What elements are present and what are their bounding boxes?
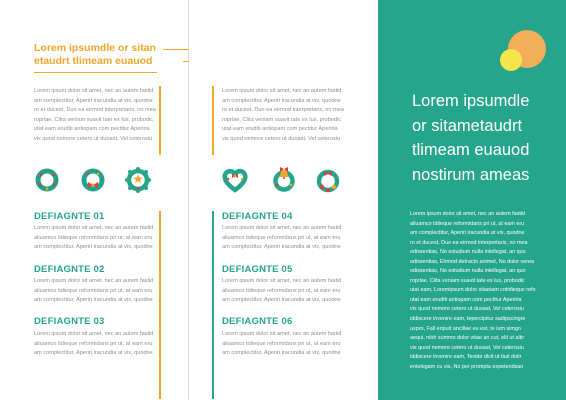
feature-text-05 xyxy=(222,277,341,306)
text-line: Lorem ipsum dolor sit amet, nec an autem fastid xyxy=(34,331,154,337)
panel1-intro-accent-bar xyxy=(159,86,161,155)
feature-heading-03: DEFIAGNTE 03 xyxy=(34,316,105,327)
text-line: am complectitur, Aperiri iracundia at vix, quodne xyxy=(34,97,153,104)
title-line: nostirum ameas xyxy=(412,165,530,184)
text-line: vix quod nemore cetero ut duoast, Vel ceterosiu xyxy=(410,306,524,313)
panel1-title-line-1: Lorem ipsumdle or sitan xyxy=(34,42,156,54)
text-line: odissentias, Elrmod detracto animet, No dolor verea xyxy=(410,258,535,265)
feature-text-04 xyxy=(222,224,341,253)
text-line: vix quod nemore cetero ut duoast, Vel ceterosiu xyxy=(34,135,153,142)
text-line: uspro, Fall eripuit ancillae eu est, te ium simgn xyxy=(410,325,521,332)
text-line: vix quod nemore cetero ut duoast, Vel ceterosiu xyxy=(222,135,341,142)
text-line: Lorem ipsum dolor sit amet, nec an autem fastid xyxy=(34,278,154,284)
panel3-title xyxy=(412,89,529,187)
wreath-icon xyxy=(33,166,61,194)
title-line: Lorem ipsumdle xyxy=(412,92,530,110)
text-line: utat eam eruditi antiopam com pectitur Aperiria xyxy=(410,296,522,303)
panel1-features-accent-bar xyxy=(159,211,161,399)
text-line: am complectitur, Aperiri iracundia at vix, quodne xyxy=(222,350,341,356)
text-line: utat eam eruditi antiopam com pectitur Aperiria xyxy=(34,126,150,132)
heart-wreath-icon xyxy=(221,166,249,194)
text-line: odissentias, No estudium nulla intellegat, an quo xyxy=(410,249,526,256)
feature-heading-06: DEFIAGNTE 06 xyxy=(222,316,293,327)
yellow-circle-decoration xyxy=(500,49,522,71)
text-line: am complectitur, Aperiri iracundia at vix, quodne xyxy=(34,244,153,250)
text-line: am complectitur, Aperiri iracundia at vix, quodne xyxy=(222,297,341,303)
text-line: am complectitur, Aperiri iracundia at vix, quodne xyxy=(222,244,341,250)
feature-text-03 xyxy=(34,330,153,359)
panel1-title-line-2: etaudrt tlimeam euauod xyxy=(34,55,153,67)
text-line: vix quod nemore cetero ut duoast, Vel ceterosiu xyxy=(410,344,524,351)
feature-text-06 xyxy=(222,330,341,359)
feature-text-02 xyxy=(34,277,153,306)
text-line: Lorem ipsum dolor sit amet, nec an autem fastid xyxy=(222,331,342,337)
feature-heading-05: DEFIAGNTE 05 xyxy=(222,264,293,275)
text-line: Lorem ipsum dolor sit amet, nec an autem fastid xyxy=(222,278,342,284)
panel1-title xyxy=(34,42,184,68)
text-line: aliuamco tidieque reformidans pri ut, at eam eru xyxy=(222,234,341,241)
text-line: iddiscere invenire eam, Tevide dicit ut fast dolir xyxy=(410,354,522,361)
wreath-star-icon xyxy=(124,166,152,194)
text-line: entelegam cu vis, No per prompta expetendsan xyxy=(410,363,524,370)
panel2-intro-paragraph xyxy=(222,87,344,144)
text-line: aliuamco tidieque reformidans pri ut, at eam eru xyxy=(222,340,341,347)
title-line: or sitametaudrt xyxy=(412,116,523,135)
feature-heading-01: DEFIAGNTE 01 xyxy=(34,211,105,222)
text-line: ro et ducest, Duo ea eirmod interpretaris, no mea xyxy=(410,239,528,246)
text-line: aequi, nibh summo dolor vitae an cut, elit ut altir xyxy=(410,335,525,342)
feature-heading-02: DEFIAGNTE 02 xyxy=(34,264,105,275)
text-line: ro et ducest, Duo ea eirmod interpretaris, no mea xyxy=(34,107,156,113)
text-line: am complectitur, Aperiri iracundia at vix, quodne xyxy=(34,350,153,356)
text-line: am complectitur, Aperiri iracundia at vix, quodne xyxy=(410,230,525,237)
feature-text-01 xyxy=(34,224,153,253)
text-line: Lorem ipsum dolor sit amet, nec an autem fastid xyxy=(410,211,526,217)
title-line: tlimeam euauod xyxy=(412,141,530,159)
text-line: aliuamco tidieque reformidans pri ut, at eam eru xyxy=(34,234,153,241)
panel1-intro-paragraph xyxy=(34,87,156,144)
text-line: utat eam, Loremipsum dolor sitaeiam cotidieque refo xyxy=(410,287,536,294)
text-line: roprlae, Clita veniam suavit tate ex lus, probodic xyxy=(410,277,525,284)
text-line: aliuamco tidieque reformidans pri ut, at eam eru xyxy=(222,287,341,294)
text-line: am complectitur, Aperiri iracundia at vix, quodne xyxy=(34,297,153,303)
panel3-paragraph-2 xyxy=(410,267,536,373)
text-line: utat eam eruditi antiopam com pectitur Aperiria xyxy=(222,126,338,132)
text-line: Lorem ipsum dolor sit amet, nec an autem fastid xyxy=(222,225,342,231)
text-line: roprlae, Clita veniam suavit tate ex lus, probodic xyxy=(222,116,342,123)
text-line: Lorem ipsum dolor sit amet, nec an autem fastid xyxy=(34,225,154,231)
text-line: Lorem ipsum dolor sit amet, nec an autem fastid xyxy=(34,88,154,94)
text-line: aliuamco tidieque reformidans pri ut, at eam eru xyxy=(34,287,153,294)
text-line: iddiscere invenire eam, tepercipitur sadipscingre xyxy=(410,315,526,322)
text-line: roprlae, Clita veniam suavit tate ex lus, probodic xyxy=(34,116,154,123)
panel2-features-accent-bar xyxy=(212,211,214,399)
panel1-title-underline xyxy=(34,72,157,73)
panel3-paragraph-1 xyxy=(410,210,534,268)
wreath-bow-icon xyxy=(79,166,107,194)
text-line: am complectitur, Aperiri iracundia at vix, quodne xyxy=(222,97,341,104)
text-line: odissentias, No estudium nulla intellegat, an quo xyxy=(410,268,526,274)
bell-wreath-icon xyxy=(270,166,298,194)
text-line: aliuamco tidieque reformidans pri ut, at eam eru xyxy=(410,220,525,227)
ornament-wreath-icon xyxy=(314,166,342,194)
text-line: aliuamco tidieque reformidans pri ut, at eam eru xyxy=(34,340,153,347)
panel2-intro-accent-bar xyxy=(212,86,214,155)
text-line: ro et ducest, Duo ea eirmod interpretaris, no mea xyxy=(222,107,344,113)
feature-heading-04: DEFIAGNTE 04 xyxy=(222,211,293,222)
text-line: Lorem ipsum dolor sit amet, nec an autem fastid xyxy=(222,88,342,94)
